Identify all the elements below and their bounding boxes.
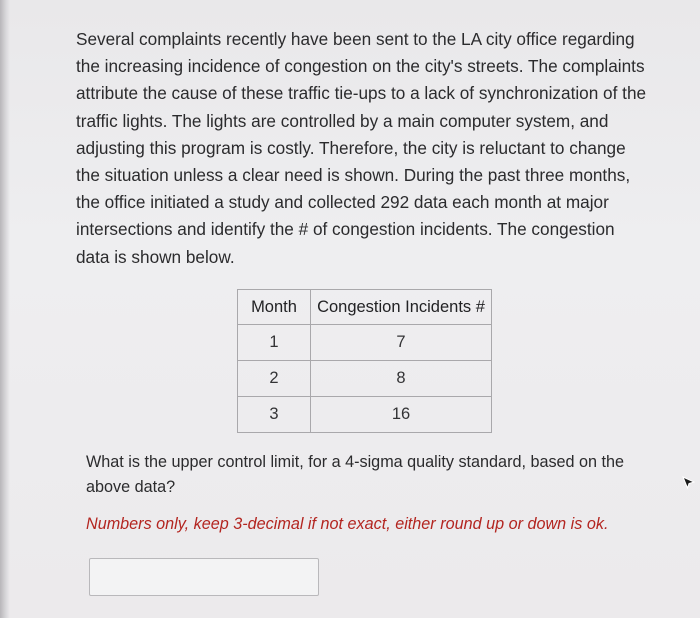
passage-line: adjusting this program is costly. Therefore, the city is reluctant to change	[76, 137, 626, 158]
table-row	[238, 361, 492, 397]
cell-incidents: 7	[311, 325, 492, 361]
passage-line: traffic lights. The lights are controlled by a main computer system, and	[76, 110, 609, 131]
problem-passage	[76, 26, 676, 271]
question-line: above data?	[86, 478, 176, 496]
answer-instruction: Numbers only, keep 3-decimal if not exact, either round up or down is ok.	[86, 515, 609, 533]
cell-month: 3	[238, 397, 311, 433]
header-incidents: Congestion Incidents #	[311, 290, 492, 325]
answer-input[interactable]	[89, 558, 319, 596]
congestion-data-table	[237, 289, 492, 433]
cell-incidents: 8	[311, 361, 492, 397]
passage-line: the increasing incidence of congestion on the city's streets. The complaints	[76, 56, 645, 77]
cell-incidents: 16	[311, 397, 492, 433]
passage-line: data is shown below.	[76, 246, 235, 267]
question-line: What is the upper control limit, for a 4-sigma quality standard, based on the	[86, 453, 625, 471]
table-row	[238, 325, 492, 361]
mouse-pointer-icon	[682, 476, 696, 490]
passage-line: intersections and identify the # of congestion incidents. The congestion	[76, 219, 615, 240]
cell-month: 2	[238, 361, 311, 397]
table-header-row	[238, 290, 492, 325]
passage-line: Several complaints recently have been sent to the LA city office regarding	[76, 29, 635, 49]
question-text	[86, 450, 671, 500]
table-row	[238, 397, 492, 433]
header-month: Month	[238, 290, 311, 325]
passage-line: the situation unless a clear need is shown. During the past three months,	[76, 165, 631, 186]
screen-edge	[0, 0, 10, 618]
cell-month: 1	[238, 325, 311, 361]
passage-line: the office initiated a study and collected 292 data each month at major	[76, 192, 609, 213]
passage-line: attribute the cause of these traffic tie-ups to a lack of synchronization of the	[76, 83, 647, 104]
